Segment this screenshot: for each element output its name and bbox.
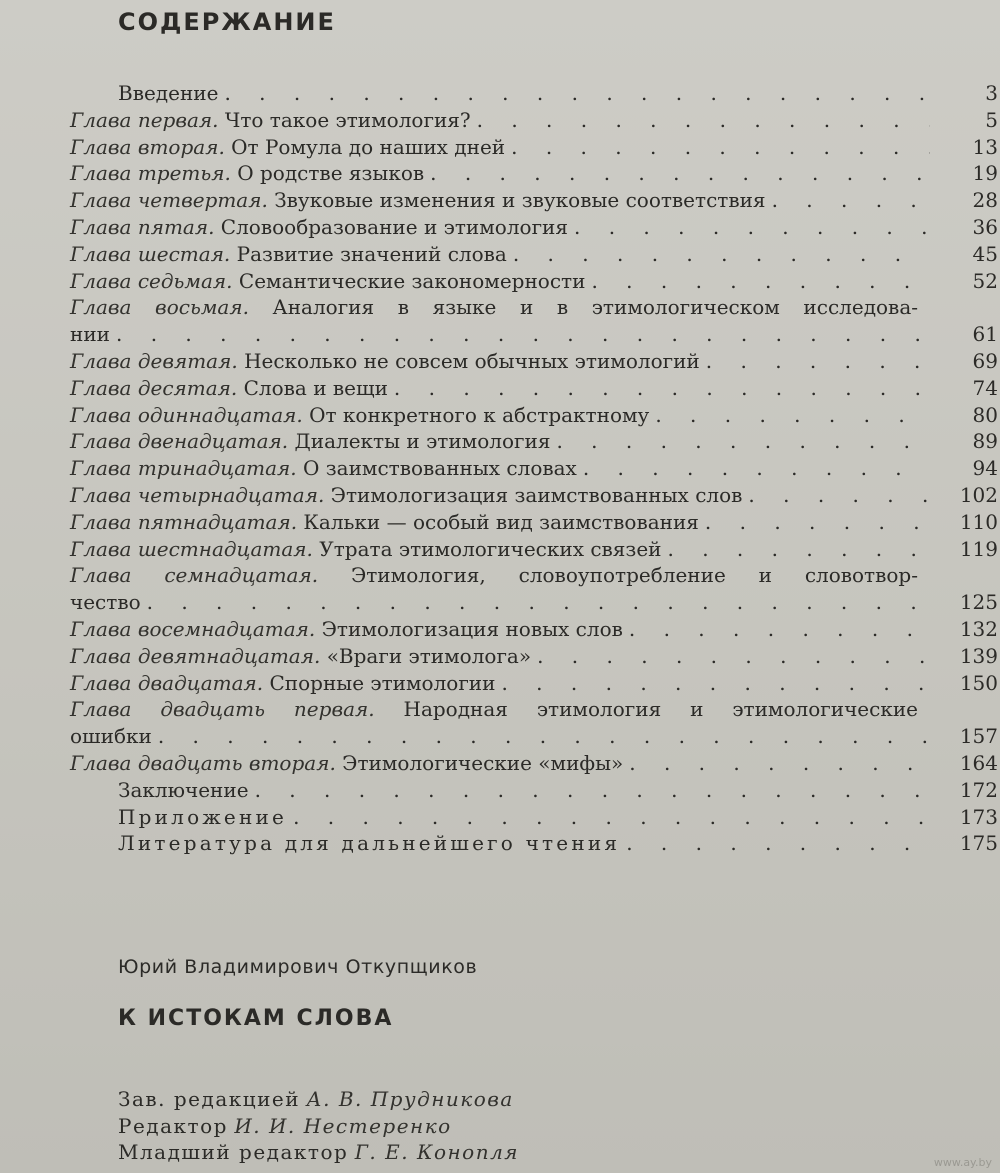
toc-entry — [0, 750, 1000, 777]
page-number: 102 — [959, 482, 998, 507]
toc-line — [0, 670, 998, 697]
chapter-title: Аналогия в языке и в этимологическом исследова- — [272, 295, 918, 320]
chapter-title: Слова и вещи — [243, 375, 388, 400]
toc-entry-text — [70, 268, 585, 295]
toc-entry — [0, 348, 1000, 375]
chapter-label: Глава седьмая. — [70, 268, 233, 293]
toc-entry-text — [70, 750, 623, 777]
chapter-label: Глава одиннадцатая. — [70, 402, 303, 427]
chapter-label: Глава пятнадцатая. — [70, 509, 298, 534]
table-of-contents — [0, 80, 1000, 857]
toc-entry-text — [70, 160, 424, 187]
credit-name: Г. Е. Конопля — [354, 1140, 520, 1164]
dot-leader — [537, 643, 930, 670]
dot-leader — [158, 723, 930, 750]
page-number: 28 — [972, 188, 998, 213]
toc-entry-text — [70, 321, 110, 348]
credit-role: Редактор — [118, 1113, 228, 1138]
chapter-label: Глава первая. — [70, 107, 219, 132]
toc-entry — [0, 241, 1000, 268]
chapter-title: чество — [70, 590, 141, 615]
page-number: 13 — [972, 134, 998, 159]
chapter-title: Утрата этимологических связей — [319, 536, 662, 561]
page-number: 110 — [959, 509, 998, 534]
toc-entry-text — [70, 375, 388, 402]
page-number: 139 — [959, 643, 998, 668]
toc-line — [0, 107, 998, 134]
toc-line — [0, 536, 998, 563]
toc-line — [0, 723, 998, 750]
toc-entry-text — [70, 428, 550, 455]
toc-entry — [0, 643, 1000, 670]
toc-entry — [0, 804, 1000, 831]
credit-name: И. И. Нестеренко — [234, 1113, 452, 1138]
dot-leader — [501, 670, 930, 697]
toc-entry — [0, 777, 1000, 804]
toc-entry-text — [70, 670, 495, 697]
page-number: 3 — [985, 81, 998, 105]
toc-entry-text — [70, 536, 662, 563]
chapter-title: Словообразование и этимология — [220, 214, 568, 239]
credit-role: Младший редактор — [118, 1140, 349, 1164]
chapter-title: Звуковые изменения и звуковые соответствия — [274, 188, 766, 213]
chapter-label: Глава двадцать вторая. — [70, 750, 336, 775]
toc-line — [0, 241, 998, 268]
chapter-title: «Враги этимолога» — [326, 643, 532, 668]
chapter-title: Заключение — [118, 777, 249, 802]
chapter-label: Глава четвертая. — [70, 188, 268, 213]
chapter-title: Семантические закономерности — [238, 268, 586, 293]
credit-row — [118, 1086, 519, 1113]
page-number: 36 — [972, 214, 998, 239]
chapter-title: Этимологизация заимствованных слов — [330, 482, 743, 507]
dot-leader — [629, 616, 930, 643]
dot-leader — [116, 321, 930, 348]
page-number: 61 — [972, 322, 998, 347]
toc-line — [0, 402, 998, 429]
toc-entry — [0, 402, 1000, 429]
chapter-label: Глава двенадцатая. — [70, 429, 289, 454]
editorial-credits — [118, 1086, 519, 1166]
chapter-title: Диалекты и этимология — [294, 429, 551, 454]
dot-leader — [477, 107, 930, 134]
chapter-label: Глава девятая. — [70, 348, 238, 373]
chapter-title: Кальки — особый вид заимствования — [303, 509, 699, 534]
dot-leader — [430, 160, 930, 187]
chapter-title: Этимология, словоупотребление и словотвор- — [350, 563, 918, 588]
watermark-text: www.ay.by — [933, 1156, 992, 1169]
toc-entry-text — [70, 107, 471, 134]
chapter-label: Глава восьмая. — [70, 295, 249, 320]
dot-leader — [591, 268, 930, 295]
toc-entry — [0, 830, 1000, 857]
toc-entry-text — [118, 80, 218, 107]
toc-line — [0, 562, 918, 589]
toc-entry — [0, 482, 1000, 509]
toc-entry — [0, 80, 1000, 107]
page-number: 125 — [959, 590, 998, 615]
chapter-title: Развитие значений слова — [236, 241, 507, 266]
toc-entry — [0, 107, 1000, 134]
credit-row — [118, 1113, 519, 1140]
toc-entry — [0, 214, 1000, 241]
toc-line — [0, 214, 998, 241]
contents-heading: СОДЕРЖАНИЕ — [118, 8, 336, 36]
chapter-title: Что такое этимология? — [224, 107, 471, 132]
dot-leader — [668, 536, 931, 563]
toc-line — [0, 830, 998, 857]
dot-leader — [574, 214, 930, 241]
toc-line — [0, 160, 998, 187]
toc-line — [0, 509, 998, 536]
credit-row — [118, 1139, 519, 1166]
toc-line — [0, 375, 998, 402]
dot-leader — [748, 482, 930, 509]
dot-leader — [293, 804, 930, 831]
dot-leader — [255, 777, 930, 804]
chapter-label: Глава шестая. — [70, 241, 231, 266]
toc-entry — [0, 160, 1000, 187]
toc-line — [0, 455, 998, 482]
toc-entry — [0, 268, 1000, 295]
toc-entry-text — [118, 777, 249, 804]
toc-line — [0, 696, 918, 723]
dot-leader — [224, 80, 930, 107]
page-number: 175 — [959, 831, 998, 856]
book-title: К ИСТОКАМ СЛОВА — [118, 1006, 394, 1031]
page-number: 164 — [959, 750, 998, 775]
page-number: 19 — [972, 161, 998, 186]
chapter-title: О родстве языков — [237, 161, 425, 186]
chapter-label: Глава вторая. — [70, 134, 225, 159]
toc-line — [0, 187, 998, 214]
page-number: 52 — [972, 268, 998, 293]
credit-name: А. В. Прудникова — [306, 1087, 514, 1111]
dot-leader — [147, 589, 930, 616]
toc-entry — [0, 428, 1000, 455]
author-name: Юрий Владимирович Откупщиков — [118, 956, 478, 978]
chapter-title: О заимствованных словах — [302, 456, 577, 481]
toc-entry-text — [70, 482, 742, 509]
dot-leader — [556, 428, 930, 455]
chapter-title: Спорные этимологии — [269, 670, 496, 695]
chapter-label: Глава двадцать первая. — [70, 697, 375, 722]
toc-entry-text — [70, 134, 505, 161]
toc-line — [0, 616, 998, 643]
toc-entry — [0, 670, 1000, 697]
dot-leader — [655, 402, 930, 429]
toc-line — [0, 589, 998, 616]
chapter-title: нии — [70, 322, 110, 347]
chapter-label: Глава десятая. — [70, 375, 238, 400]
chapter-title: От Ромула до наших дней — [231, 134, 506, 159]
chapter-label: Глава шестнадцатая. — [70, 536, 313, 561]
toc-entry-text — [70, 214, 568, 241]
chapter-label: Глава третья. — [70, 161, 231, 186]
chapter-title: Приложение — [118, 804, 288, 829]
toc-entry — [0, 616, 1000, 643]
toc-entry-text — [70, 348, 700, 375]
chapter-label: Глава пятая. — [70, 214, 215, 239]
toc-line — [0, 428, 998, 455]
toc-entry-text — [70, 723, 152, 750]
toc-entry-text — [70, 643, 531, 670]
dot-leader — [706, 348, 930, 375]
toc-line — [0, 482, 998, 509]
chapter-label: Глава четырнадцатая. — [70, 482, 325, 507]
toc-line — [0, 80, 998, 107]
toc-entry — [0, 509, 1000, 536]
toc-entry-text — [70, 187, 766, 214]
chapter-title: Введение — [118, 81, 219, 105]
chapter-label: Глава девятнадцатая. — [70, 643, 321, 668]
toc-entry — [0, 294, 1000, 348]
toc-line — [0, 294, 918, 321]
page-number: 74 — [972, 375, 998, 400]
page-number: 173 — [959, 804, 998, 829]
toc-entry-text — [70, 562, 918, 589]
toc-entry — [0, 187, 1000, 214]
toc-line — [0, 643, 998, 670]
page-number: 157 — [959, 724, 998, 749]
page-number: 94 — [972, 456, 998, 481]
toc-entry — [0, 536, 1000, 563]
toc-line — [0, 268, 998, 295]
toc-entry — [0, 375, 1000, 402]
toc-entry-text — [70, 402, 649, 429]
toc-entry-text — [118, 830, 620, 857]
dot-leader — [626, 830, 930, 857]
dot-leader — [394, 375, 930, 402]
dot-leader — [629, 750, 930, 777]
chapter-title: Этимологизация новых слов — [321, 616, 623, 641]
chapter-title: Литература для дальнейшего чтения — [118, 831, 621, 856]
chapter-label: Глава восемнадцатая. — [70, 616, 316, 641]
toc-entry-text — [70, 294, 918, 321]
toc-entry-text — [70, 455, 577, 482]
page-number: 172 — [959, 777, 998, 802]
toc-line — [0, 321, 998, 348]
toc-entry-text — [118, 804, 287, 831]
chapter-title: Несколько не совсем обычных этимологий — [244, 348, 700, 373]
page-number: 150 — [959, 670, 998, 695]
toc-entry — [0, 562, 1000, 616]
page-number: 45 — [972, 241, 998, 266]
dot-leader — [513, 241, 930, 268]
toc-line — [0, 348, 998, 375]
page-number: 5 — [985, 107, 998, 132]
chapter-title: От конкретного к абстрактному — [309, 402, 650, 427]
page-number: 80 — [972, 402, 998, 427]
toc-line — [0, 777, 998, 804]
toc-entry-text — [70, 589, 141, 616]
dot-leader — [511, 134, 930, 161]
chapter-label: Глава семнадцатая. — [70, 563, 319, 588]
page-number: 132 — [959, 616, 998, 641]
dot-leader — [772, 187, 930, 214]
dot-leader — [705, 509, 930, 536]
credit-role: Зав. редакцией — [118, 1087, 301, 1111]
chapter-title: Этимологические «мифы» — [342, 750, 624, 775]
toc-entry-text — [70, 509, 699, 536]
toc-entry — [0, 696, 1000, 750]
chapter-title: ошибки — [70, 724, 152, 749]
chapter-label: Глава двадцатая. — [70, 670, 264, 695]
toc-entry-text — [70, 241, 507, 268]
page-number: 89 — [972, 429, 998, 454]
dot-leader — [583, 455, 930, 482]
toc-entry-text — [70, 696, 918, 723]
toc-line — [0, 750, 998, 777]
page-number: 119 — [959, 536, 998, 561]
chapter-title: Народная этимология и этимологические — [403, 697, 918, 722]
page-number: 69 — [972, 348, 998, 373]
toc-entry — [0, 134, 1000, 161]
toc-line — [0, 804, 998, 831]
chapter-label: Глава тринадцатая. — [70, 456, 297, 481]
toc-line — [0, 134, 998, 161]
toc-entry-text — [70, 616, 623, 643]
toc-entry — [0, 455, 1000, 482]
